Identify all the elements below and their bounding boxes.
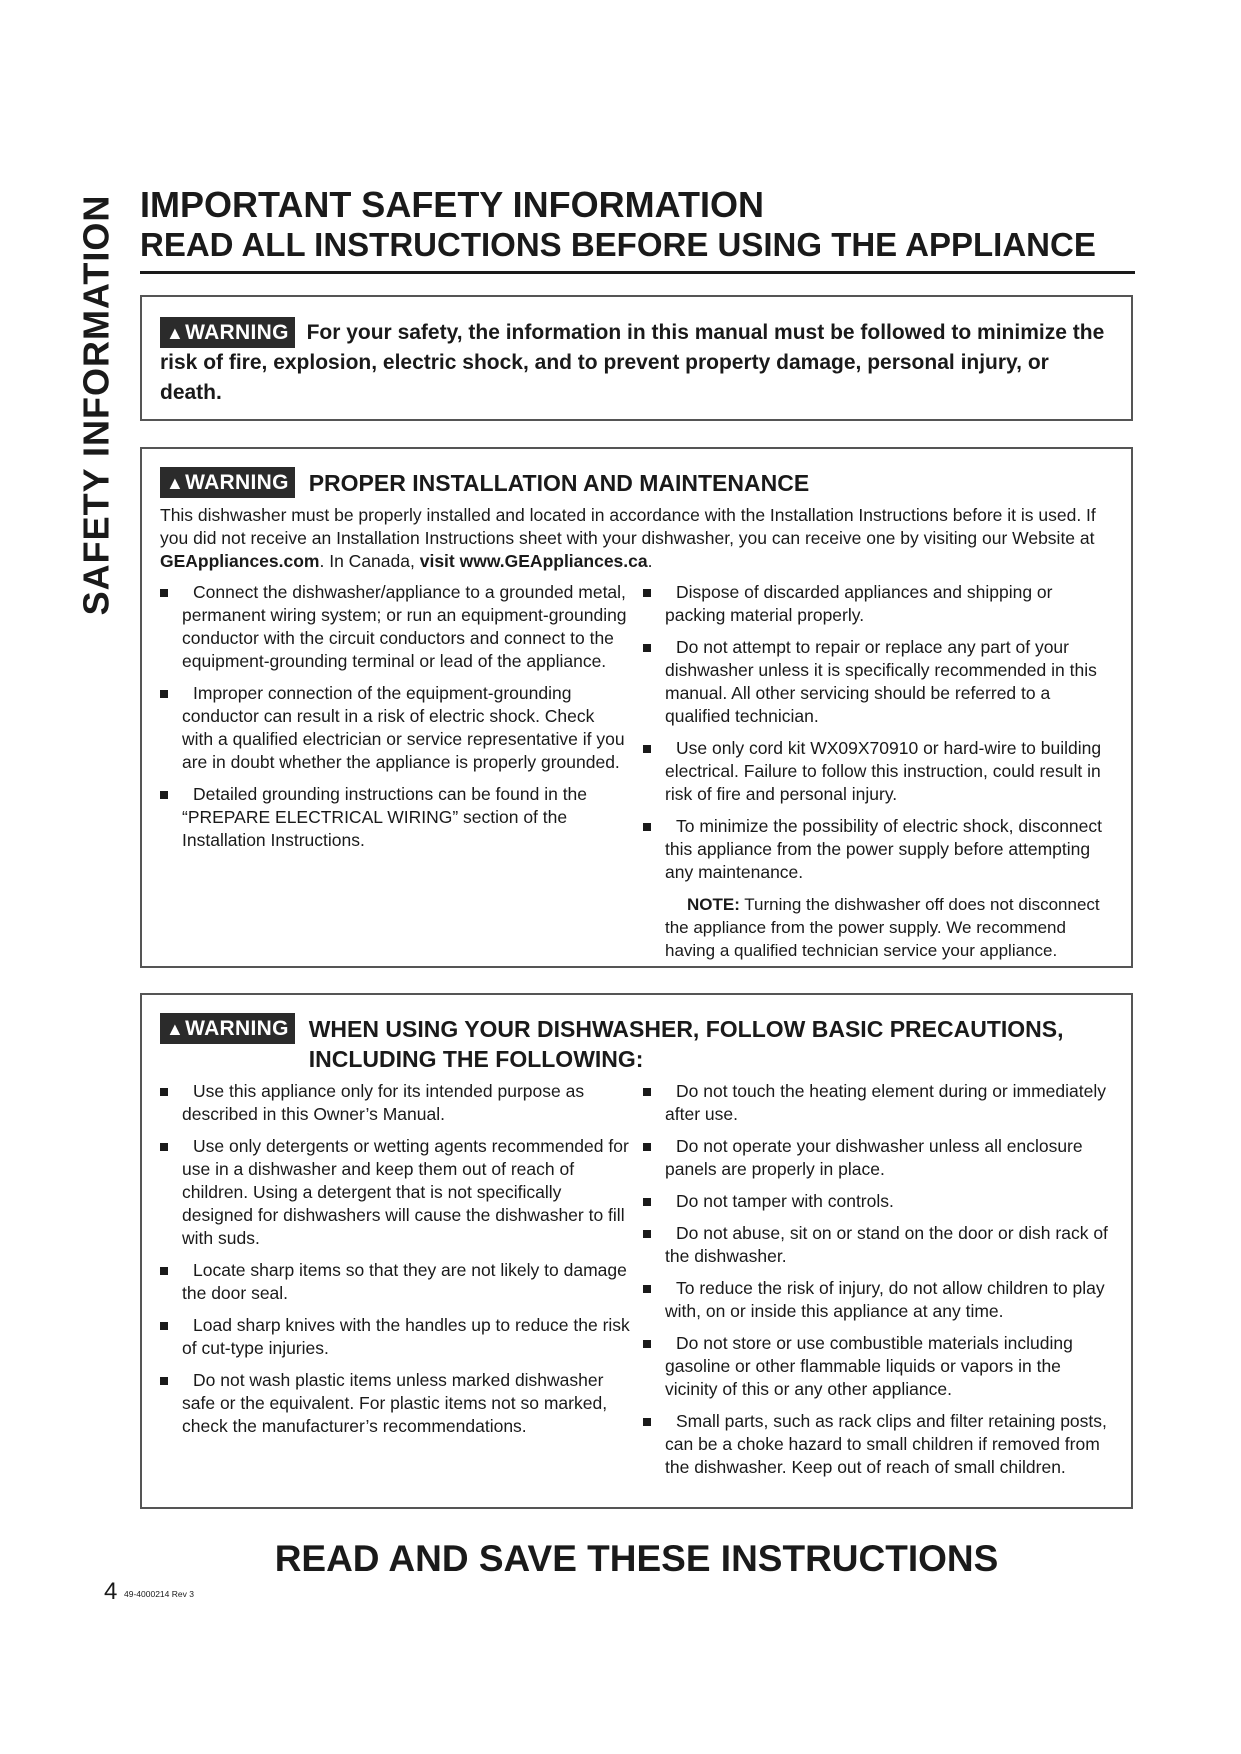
installation-right-column xyxy=(643,581,1113,962)
side-tab-label: SAFETY INFORMATION xyxy=(75,194,117,616)
installation-warning-box xyxy=(140,447,1133,968)
list-item: Use this appliance only for its intended purpose as described in this Owner’s Manual. xyxy=(160,1080,630,1126)
bullet-square-icon xyxy=(160,1322,168,1330)
list-item: Do not touch the heating element during or immediately after use. xyxy=(643,1080,1113,1126)
note-text: Turning the dishwasher off does not disconnect the appliance from the power supply. We recommend having a qualified technician service your appliance. xyxy=(665,895,1100,960)
bullet-square-icon xyxy=(643,823,651,831)
maintenance-note xyxy=(643,893,1113,962)
precautions-right-column xyxy=(643,1080,1113,1488)
bullet-square-icon xyxy=(160,791,168,799)
safety-warning-box xyxy=(140,295,1133,421)
title-divider xyxy=(140,271,1135,274)
warning-triangle-icon: ▲ xyxy=(166,473,185,493)
list-item: Do not store or use combustible materials including gasoline or other flammable liquids or vapors in the vicinity of this or any other appliance. xyxy=(643,1332,1113,1401)
precautions-heading xyxy=(309,1014,1064,1074)
warning-badge xyxy=(160,467,295,498)
list-item: To minimize the possibility of electric shock, disconnect this appliance from the power supply before attempting any maintenance. xyxy=(643,815,1113,884)
side-tab xyxy=(72,190,120,620)
installation-left-column xyxy=(160,581,630,962)
list-item: Improper connection of the equipment-grounding conductor can result in a risk of electric shock. Check with a qualified electrician or service representative if you are in doubt whether the appliance is properly grounded. xyxy=(160,682,630,774)
list-item: Locate sharp items so that they are not likely to damage the door seal. xyxy=(160,1259,630,1305)
bullet-square-icon xyxy=(643,1143,651,1151)
note-label: NOTE: xyxy=(687,895,740,914)
website-us-link[interactable]: GEAppliances.com xyxy=(160,551,320,571)
bullet-square-icon xyxy=(160,1088,168,1096)
list-item: Do not abuse, sit on or stand on the door or dish rack of the dishwasher. xyxy=(643,1222,1113,1268)
page-title: IMPORTANT SAFETY INFORMATION xyxy=(140,184,764,225)
list-item: Small parts, such as rack clips and filter retaining posts, can be a choke hazard to small children if removed from the dishwasher. Keep out of reach of small children. xyxy=(643,1410,1113,1479)
list-item: Do not operate your dishwasher unless all enclosure panels are properly in place. xyxy=(643,1135,1113,1181)
page-number: 4 xyxy=(104,1578,118,1605)
bullet-square-icon xyxy=(160,1377,168,1385)
bullet-square-icon xyxy=(160,1267,168,1275)
page-subtitle: READ ALL INSTRUCTIONS BEFORE USING THE APPLIANCE xyxy=(140,226,1096,263)
warning-triangle-icon: ▲ xyxy=(166,1019,185,1039)
warning-triangle-icon: ▲ xyxy=(166,323,185,343)
bullet-square-icon xyxy=(643,1230,651,1238)
bullet-square-icon xyxy=(643,644,651,652)
bullet-square-icon xyxy=(160,690,168,698)
footer-title: READ AND SAVE THESE INSTRUCTIONS xyxy=(274,1538,999,1579)
bullet-square-icon xyxy=(643,589,651,597)
installation-intro-3: . xyxy=(647,551,653,571)
installation-intro-2: . In Canada, xyxy=(319,551,420,571)
page-header xyxy=(140,185,1140,274)
bullet-square-icon xyxy=(160,1143,168,1151)
list-item: Dispose of discarded appliances and shipping or packing material properly. xyxy=(643,581,1113,627)
installation-heading-row xyxy=(160,467,1113,498)
precautions-heading-row xyxy=(160,1013,1113,1074)
warning-badge xyxy=(160,1013,295,1044)
document-code: 49-4000214 Rev 3 xyxy=(124,1589,194,1599)
bullet-square-icon xyxy=(643,1285,651,1293)
bullet-square-icon xyxy=(643,1088,651,1096)
warning-badge-label: WARNING xyxy=(185,471,289,494)
bullet-square-icon xyxy=(160,589,168,597)
safety-warning-message: For your safety, the information in this manual must be followed to minimize the risk of fire, explosion, electric shock, and to prevent property damage, personal injury, or death. xyxy=(160,321,1105,404)
website-ca-link[interactable]: visit www.GEAppliances.ca xyxy=(419,551,648,571)
installation-intro xyxy=(160,504,1113,573)
list-item: Do not tamper with controls. xyxy=(643,1190,1113,1213)
precautions-warning-box xyxy=(140,993,1133,1509)
list-item: Load sharp knives with the handles up to reduce the risk of cut-type injuries. xyxy=(160,1314,630,1360)
precautions-columns xyxy=(160,1080,1113,1488)
list-item: Detailed grounding instructions can be found in the “PREPARE ELECTRICAL WIRING” section of the Installation Instructions. xyxy=(160,783,630,852)
warning-badge-label: WARNING xyxy=(185,1017,289,1040)
bullet-square-icon xyxy=(643,745,651,753)
list-item: Connect the dishwasher/appliance to a grounded metal, permanent wiring system; or run an equipment-grounding conductor with the circuit conductors and connect to the equipment-grounding terminal or lead of the appliance. xyxy=(160,581,630,673)
bullet-square-icon xyxy=(643,1198,651,1206)
list-item: To reduce the risk of injury, do not allow children to play with, on or inside this appliance at any time. xyxy=(643,1277,1113,1323)
warning-badge-label: WARNING xyxy=(185,321,289,344)
bullet-square-icon xyxy=(643,1340,651,1348)
installation-intro-1: This dishwasher must be properly installed and located in accordance with the Installation Instructions before it is used. If you did not receive an Installation Instructions sheet with your dishwasher, you can receive one by visiting our Website at xyxy=(160,505,1096,548)
list-item: Do not attempt to repair or replace any part of your dishwasher unless it is specifically recommended in this manual. All other servicing should be referred to a qualified technician. xyxy=(643,636,1113,728)
list-item: Use only detergents or wetting agents recommended for use in a dishwasher and keep them out of reach of children. Using a detergent that is not specifically designed for dishwashers will cause the dishwasher to fill with suds. xyxy=(160,1135,630,1250)
installation-heading: PROPER INSTALLATION AND MAINTENANCE xyxy=(308,470,810,496)
list-item: Do not wash plastic items unless marked dishwasher safe or the equivalent. For plastic items not so marked, check the manufacturer’s recommendations. xyxy=(160,1369,630,1438)
installation-columns xyxy=(160,581,1113,962)
precautions-left-column xyxy=(160,1080,630,1488)
precautions-heading-line-2: INCLUDING THE FOLLOWING: xyxy=(308,1046,644,1072)
precautions-heading-line-1: WHEN USING YOUR DISHWASHER, FOLLOW BASIC PRECAUTIONS, xyxy=(308,1016,1064,1042)
safety-warning-text xyxy=(160,315,1113,408)
warning-badge xyxy=(160,317,295,348)
bullet-square-icon xyxy=(643,1418,651,1426)
list-item: Use only cord kit WX09X70910 or hard-wire to building electrical. Failure to follow this instruction, could result in risk of fire and personal injury. xyxy=(643,737,1113,806)
